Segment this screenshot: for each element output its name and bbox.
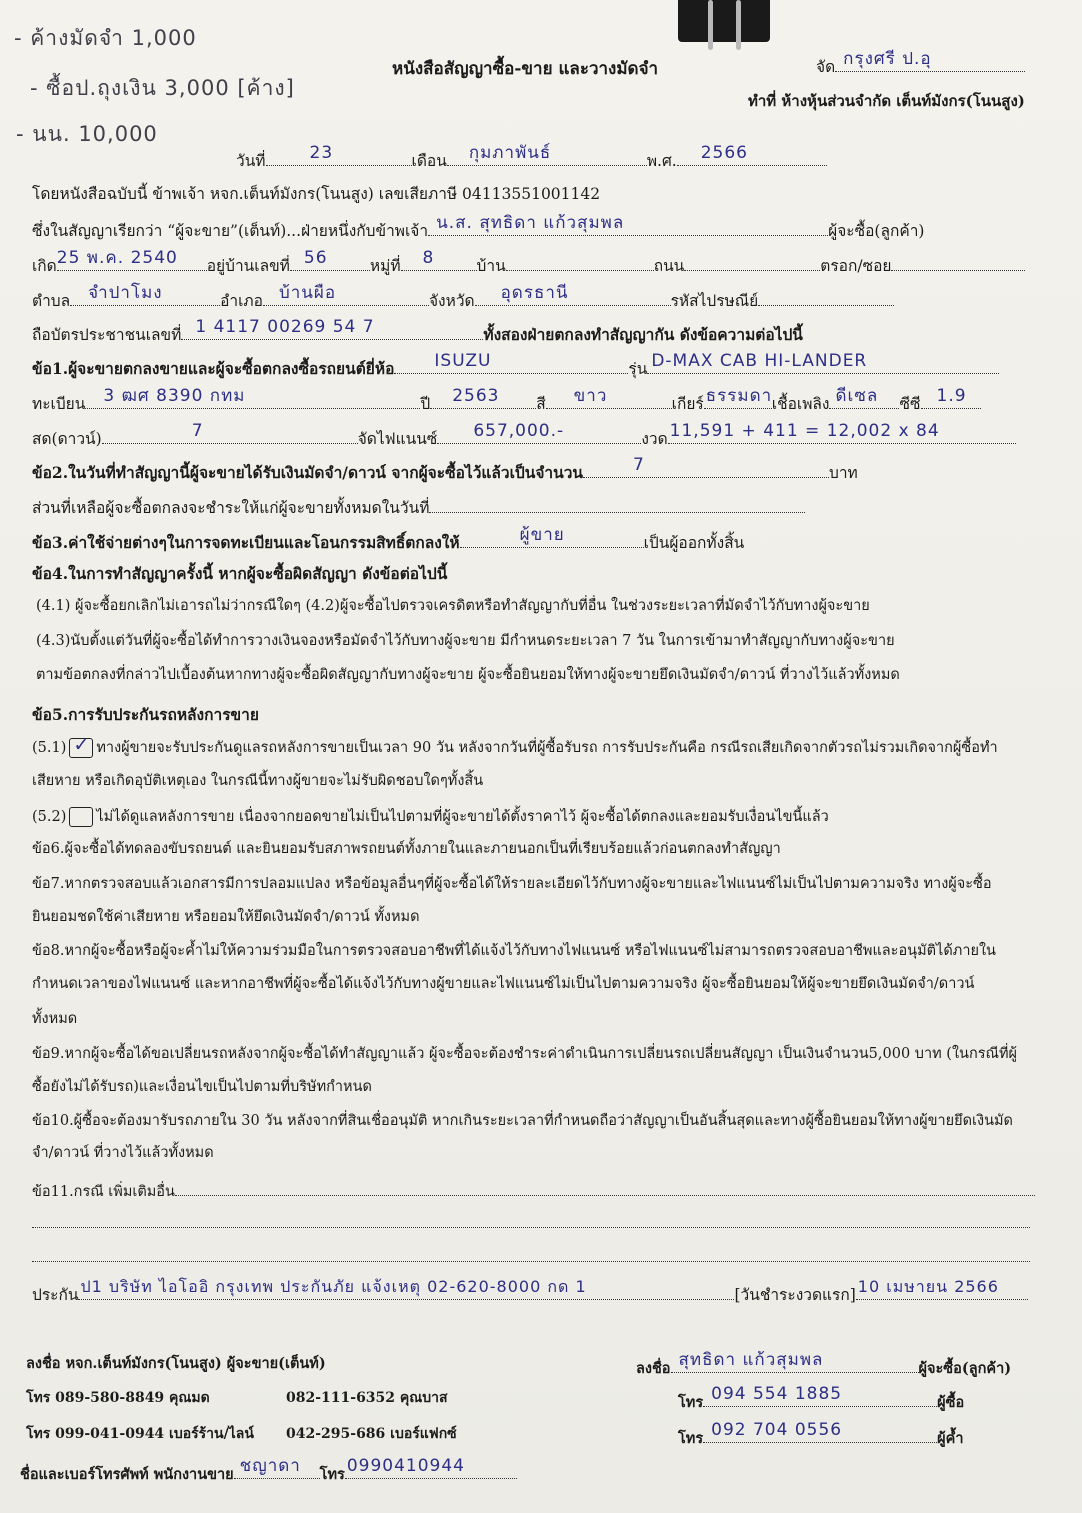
clause7-line2: ยินยอมชดใช้ค่าเสียหาย หรือยอมให้ยึดเงินมัดจำ/ดาวน์ ทั้งหมด [32, 909, 420, 925]
clause4-heading: ข้อ4.ในการทำสัญญาครั้งนี้ หากผู้จะซื้อผิดสัญญา ดังข้อต่อไปนี้ [32, 564, 448, 583]
province-value: กรุงศรี ป.อุ [843, 49, 932, 69]
document-title: หนังสือสัญญาซื้อ-ขาย และวางมัดจำ [392, 59, 659, 79]
extra-line-1 [32, 1226, 1030, 1228]
cash-down: 7 [191, 421, 204, 441]
day-value: 23 [309, 143, 334, 163]
clause1-line3: สด(ดาวน์) 7 จัดไฟแนนซ์ 657,000.- งวด 11,591 + 411 = 12,002 x 84 [32, 424, 1034, 450]
finance-amount: 657,000.- [473, 421, 565, 441]
handwritten-note-3: - นน. 10,000 [16, 122, 158, 146]
sales-staff-line: ชื่อและเบอร์โทรศัพท์ พนักงานขาย ชญาดา โทร 0990410944 [20, 1459, 1034, 1486]
clause8-line3: ทั้งหมด [32, 1011, 78, 1027]
made-at: ทำที่ ห้างหุ้นส่วนจำกัด เต็นท์มังกร(โนนสูง) [748, 92, 1025, 110]
clause9-line2: ซื้อยังไม่ได้รับรถ)และเงื่อนไขเป็นไปตามที่บริษัทกำหนด [32, 1079, 372, 1095]
house-value: 56 [303, 248, 328, 268]
location-line: ตำบล จำปาโมง อำเภอ บ้านผือ จังหวัด อุดรธานี รหัสไปรษณีย์ [32, 286, 1034, 312]
id-value: 1 4117 00269 54 7 [195, 317, 375, 337]
clause10-line2: จำ/ดาวน์ ที่วางไว้แล้วทั้งหมด [32, 1145, 214, 1161]
buyer-province-value: อุดรธานี [500, 283, 569, 303]
fee-payer: ผู้ขาย [519, 525, 565, 545]
car-brand: ISUZU [434, 351, 492, 371]
car-color: ขาว [573, 386, 608, 406]
address-line: เกิด 25 พ.ค. 2540 อยู่บ้านเลขที่ 56 หมู่ที่ 8 บ้าน ถนน ตรอก/ซอย [32, 251, 1034, 277]
clause2-line1: ข้อ2.ในวันที่ทำสัญญานี้ผู้จะขายได้รับเงินมัดจำ/ดาวน์ จากผู้จะซื้อไว้แล้วเป็นจำนวน 7 บาท [32, 455, 858, 482]
clause6-line: ข้อ6.ผู้จะซื้อได้ทดลองขับรถยนต์ และยินยอมรับสภาพรถยนต์ทั้งภายในและภายนอกเป็นที่เรียบร้อยแล้วก่อนตกลงทำสัญญา [32, 841, 781, 857]
clause1-line2: ทะเบียน 3 ฒศ 8390 กทม ปี 2563 สี ขาว เกียร์ ธรรมดา เชื้อเพลิง ดีเซล ซีซี 1.9 [32, 389, 1034, 415]
car-registration: 3 ฒศ 8390 กทม [103, 386, 246, 406]
date-row: วันที่ 23 เดือน กุมภาพันธ์ พ.ศ. 2566 [236, 146, 1034, 172]
intro-line: โดยหนังสือฉบับนี้ ข้าพเจ้า หจก.เต็นท์มังกร(โนนสูง) เลขเสียภาษี 04113551001142 [32, 185, 601, 203]
clause4-line3: ตามข้อตกลงที่กล่าวไปเบื้องต้นหากทางผู้จะซื้อผิดสัญญากับทางผู้จะขาย ผู้จะซื้อยินยอมให้ทางผู้จะขายยึดเงินมัดจำ/ดาวน์ ที่วางไว้แล้วทั้งหมด [36, 667, 900, 683]
seller-phone-1: โทร 089-580-8849 คุณมด [26, 1390, 210, 1406]
fax-number: 042-295-686 เบอร์แฟกซ์ [286, 1426, 457, 1442]
clause1-line1: ข้อ1.ผู้จะขายตกลงขายและผู้จะซื้อตกลงซื้อรถยนต์ยี่ห้อ ISUZU รุ่น D-MAX CAB HI-LANDER [32, 354, 1034, 380]
check-icon: ✓ [73, 734, 90, 756]
clause4-line1: (4.1) ผู้จะซื้อยกเลิกไม่เอารถไม่ว่ากรณีใดๆ (4.2)ผู้จะซื้อไปตรวจเครดิตหรือทำสัญญากับที่อื่น ในช่วงระยะเวลาที่มัดจำไว้กับทางผู้จะขาย [36, 598, 870, 614]
clause8-line2: กำหนดเวลาของไฟแนนซ์ และหากอาชีพที่ผู้จะซื้อได้แจ้งไว้กับทางผู้ขายและไฟแนนซ์ไม่เป็นไปตามความจริง ผู้จะซื้อยินยอมให้ผู้จะขายยึดเงินมัดจำ/ดาวน์ [32, 976, 975, 992]
car-cc: 1.9 [936, 386, 967, 406]
clause3-line: ข้อ3.ค่าใช้จ่ายต่างๆในการจดทะเบียนและโอนกรรมสิทธิ์ตกลงให้ ผู้ขาย เป็นผู้ออกทั้งสิ้น [32, 525, 745, 552]
clause8-line1: ข้อ8.หากผู้จะซื้อหรือผู้จะค้ำไม่ให้ความร่วมมือในการตรวจสอบอาชีพที่ได้แจ้งไว้กับทางไฟแนนซ์ หรือไฟแนนซ์ไม่สามารถตรวจสอบอาชีพและอนุมัติได้ภายใน [32, 943, 996, 959]
clause2-line2: ส่วนที่เหลือผู้จะซื้อตกลงจะชำระให้แก่ผู้จะขายทั้งหมดในวันที่ [32, 493, 1034, 519]
clause4-line2: (4.3)นับตั้งแต่วันที่ผู้จะซื้อได้ทำการวางเงินจองหรือมัดจำไว้กับทางผู้จะขาย มีกำหนดระยะเวลา 7 วัน ในการเข้ามาทำสัญญากับทางผู้จะขาย [36, 633, 895, 649]
first-due-date: 10 เมษายน 2566 [857, 1277, 999, 1296]
year-value: 2566 [700, 143, 748, 163]
clause9-line1: ข้อ9.หากผู้จะซื้อได้ขอเปลี่ยนรถหลังจากผู้จะซื้อได้ทำสัญญาแล้ว ผู้จะซื้อจะต้องชำระค่าดำเนินการเปลี่ยนรถเปลี่ยนสัญญา เป็นเงินจำนวน5,000 บาท (ในกรณีที่ผู้ [32, 1046, 1018, 1062]
province-row: จัด กรุงศรี ป.อุ [816, 52, 1034, 78]
buyer-signature-line: ลงชื่อ สุทธิดา แก้วสุมพล ผู้จะซื้อ(ลูกค้า) [636, 1350, 1012, 1377]
installment-value: 11,591 + 411 = 12,002 x 84 [669, 421, 940, 441]
buyer-line: ซึ่งในสัญญาเรียกว่า “ผู้จะขาย”(เต็นท์)...ฝ่ายหนึ่งกับข้าพเจ้า น.ส. สุทธิดา แก้วสุมพล ผู้จะซื้อ(ลูกค้า) [32, 213, 925, 240]
seller-phone-2: 082-111-6352 คุณบาส [286, 1390, 448, 1406]
no-warranty-checkbox[interactable] [69, 807, 93, 827]
district-value: บ้านผือ [278, 283, 337, 303]
warranty-checkbox[interactable] [69, 734, 93, 758]
clause10-line1: ข้อ10.ผู้ซื้อจะต้องมารับรถภายใน 30 วัน หลังจากที่สินเชื่ออนุมัติ หากเกินระยะเวลาที่กำหนดถือว่าสัญญาเป็นอันสิ้นสุดและทางผู้ซื้อยินยอมให้ทางผู้ขายยึดเงินมัด [32, 1113, 1013, 1129]
buyer-phone: 094 554 1885 [711, 1384, 843, 1404]
clause5-option1: (5.1) ✓ ทางผู้ขายจะรับประกันดูแลรถหลังการขายเป็นเวลา 90 วัน หลังจากวันที่ผู้ซื้อรับรถ การรับประกันคือ กรณีรถเสียเกิดจากตัวรถไม่รวมเกิดจากผู้ซื้อทำ [32, 734, 998, 756]
car-gear: ธรรมดา [705, 386, 773, 406]
seller-signature-line: ลงชื่อ หจก.เต็นท์มังกร(โนนสูง) ผู้จะขาย(เต็นท์) [26, 1355, 326, 1372]
binder-clip [678, 0, 770, 42]
month-value: กุมภาพันธ์ [468, 143, 552, 163]
insurance-value: ป1 บริษัท ไอโออิ กรุงเทพ ประกันภัย แจ้งเหตุ 02-620-8000 กด 1 [80, 1277, 587, 1296]
buyer-phone-line: โทร 094 554 1885 ผู้ซื้อ [678, 1384, 965, 1411]
clause11-line: ข้อ11.กรณี เพิ่มเติมอื่น [32, 1176, 1034, 1203]
id-line: ถือบัตรประชาชนเลขที่ 1 4117 00269 54 7 ทั้งสองฝ่ายตกลงทำสัญญากัน ดังข้อความต่อไปนี้ [32, 317, 803, 344]
extra-line-2 [32, 1260, 1030, 1262]
insurance-line: ประกัน ป1 บริษัท ไอโออิ กรุงเทพ ประกันภัย แจ้งเหตุ 02-620-8000 กด 1 [วันชำระงวดแรก] 10 เมษายน 2566 [32, 1280, 1034, 1306]
car-model: D-MAX CAB HI-LANDER [651, 351, 868, 371]
clause5-option2: (5.2) ไม่ได้ดูแลหลังการขาย เนื่องจากยอดขายไม่เป็นไปตามที่ผู้จะขายได้ตั้งราคาไว้ ผู้จะซื้อได้ตกลงและยอมรับเงื่อนไขนี้แล้ว [32, 809, 829, 825]
handwritten-note-1: - ค้างมัดจำ 1,000 [14, 26, 197, 50]
staff-phone: 0990410944 [346, 1456, 465, 1476]
clause7-line1: ข้อ7.หากตรวจสอบแล้วเอกสารมีการปลอมแปลง หรือข้อมูลอื่นๆที่ผู้จะซื้อได้ให้รายละเอียดไว้กับทางผู้จะขายและไฟแนนซ์ไม่เป็นไปตามความจริง ทางผู้จะซื้อ [32, 876, 992, 892]
shop-phone: โทร 099-041-0944 เบอร์ร้าน/ไลน์ [26, 1426, 254, 1442]
guarantor-phone-line: โทร 092 704 0556 ผู้ค้ำ [678, 1420, 964, 1447]
buyer-signature: สุทธิดา แก้วสุมพล [678, 1350, 824, 1370]
clause5-option1-line2: เสียหาย หรือเกิดอุบัติเหตุเอง ในกรณีนี้ทางผู้ขายจะไม่รับผิดชอบใดๆทั้งสิ้น [32, 773, 484, 789]
car-year: 2563 [452, 386, 500, 406]
staff-name: ชญาดา [239, 1456, 301, 1476]
birth-value: 25 พ.ค. 2540 [56, 248, 178, 268]
buyer-name: น.ส. สุทธิดา แก้วสุมพล [436, 213, 625, 233]
deposit-amount: 7 [633, 455, 645, 475]
moo-value: 8 [422, 248, 435, 268]
handwritten-note-2: - ซื้อป.ถุงเงิน 3,000 [ค้าง] [30, 76, 295, 100]
subdistrict-value: จำปาโมง [88, 283, 163, 303]
clause5-heading: ข้อ5.การรับประกันรถหลังการขาย [32, 705, 259, 724]
guarantor-phone: 092 704 0556 [711, 1420, 843, 1440]
car-fuel: ดีเซล [835, 386, 879, 406]
